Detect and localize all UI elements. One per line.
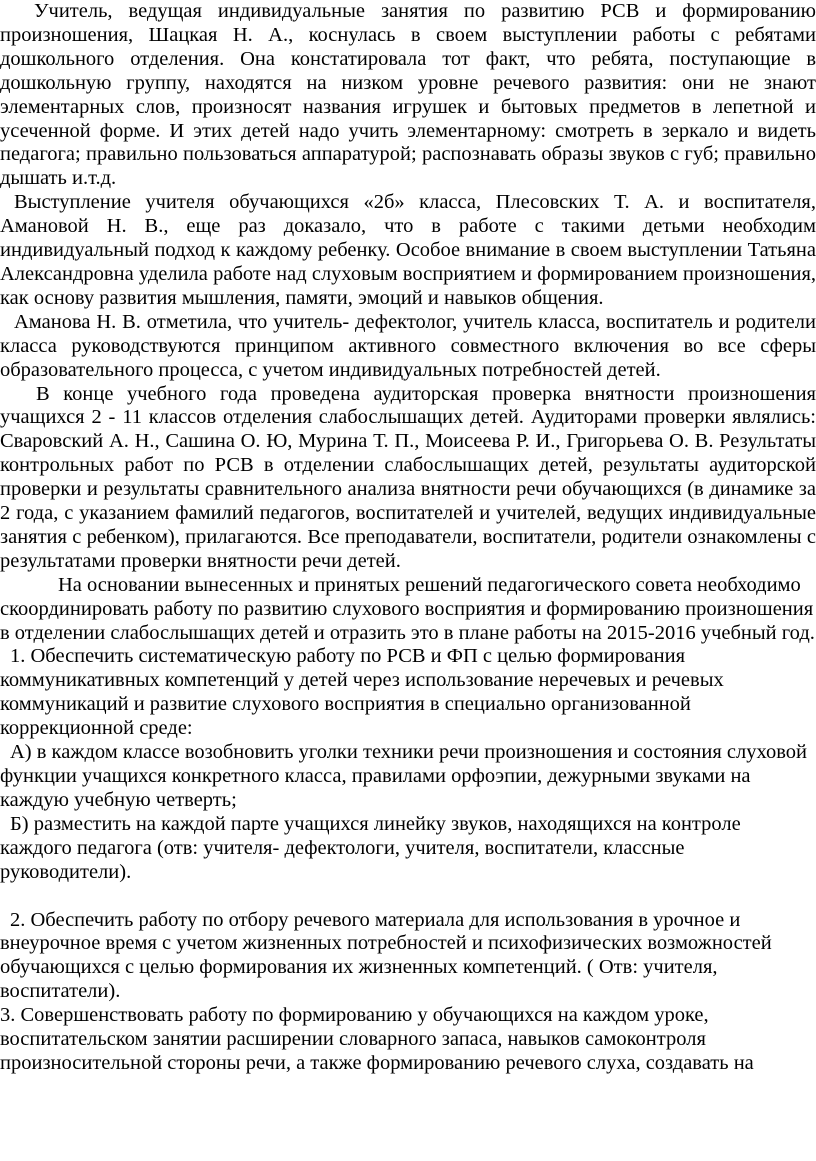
list-item-3: 3. Совершенствовать работу по формированию у обучающихся на каждом уроке, воспитательском занятии расширении словарного запаса, навыков самоконтроля произносительной стороны речи, а также формированию речевого слуха, создавать на — [0, 1004, 754, 1074]
list-item-1: 1. Обеспечить систематическую работу по РСВ и ФП с целью формирования коммуникативных компетенций у детей через использование неречевых и речевых коммуникаций и развитие слухового восприятия в специально организованной коррекционной среде: — [0, 645, 724, 740]
paragraph-gap — [0, 885, 816, 909]
paragraph-amanova-speech: Аманова Н. В. отметила, что учитель- дефектолог, учитель класса, воспитатель и родители класса руководствуются принципом активного совместного включения во все сферы образовательного процесса, с учетом индивидуальных потребностей детей. — [0, 310, 816, 381]
list-item-2: 2. Обеспечить работу по отбору речевого материала для использования в урочное и внеурочное время с учетом жизненных потребностей и психофизических возможностей обучающихся с целью формирования их жизненных компетенций. ( Отв: учителя, воспитатели). — [0, 908, 772, 1003]
paragraph-audit-check: В конце учебного года проведена аудиторская проверка внятности произношения учащихся 2 - 11 классов отделения слабослышащих детей. Аудиторами проверки являлись: Сваровский А. Н., Сашина О. Ю, Мурина Т. П., Моисеева Р. И., Григорьева О. В. Результаты контрольных работ по РСВ в отделении слабослышащих детей, результаты аудиторской проверки и результаты сравнительного анализа внятности речи обучающихся (в динамике за 2 года, с указанием фамилий педагогов, воспитателей и учителей, ведущих индивидуальные занятия с ребенком), прилагаются. Все преподаватели, воспитатели, родители ознакомлены с результатами проверки внятности речи детей. — [0, 382, 816, 572]
list-item-1b: Б) разместить на каждой парте учащихся линейку звуков, находящихся на контроле каждого педагога (отв: учителя- дефектологи, учителя, воспитатели, классные руководители). — [0, 812, 741, 883]
paragraph-plesovskikh-speech: Выступление учителя обучающихся «2б» класса, Плесовских Т. А. и воспитателя, Амановой Н. В., еще раз доказало, что в работе с такими детьми необходим индивидуальный подход к каждому ребенку. Особое внимание в своем выступлении Татьяна Александровна уделила работе над слуховым восприятием и формированием произношения, как основу развития мышления, памяти, эмоций и навыков общения. — [0, 191, 816, 309]
paragraph-council-decision: На основании вынесенных и принятых решений педагогического совета необходимо скоординировать работу по развитию слухового восприятия и формированию произношения в отделении слабослышащих детей и отразить это в плане работы на 2015-2016 учебный год. — [0, 573, 815, 644]
list-item-1a: А) в каждом классе возобновить уголки техники речи произношения и состояния слуховой функции учащихся конкретного класса, правилами орфоэпии, дежурными звуками на каждую учебную четверть; — [0, 741, 807, 811]
paragraph-shatskaya-speech: Учитель, ведущая индивидуальные занятия по развитию РСВ и формированию произношения, Шацкая Н. А., коснулась в своем выступлении работы с ребятами дошкольного отделения. Она констатировала тот факт, что ребята, поступающие в дошкольную группу, находятся на низком уровне речевого развития: они не знают элементарных слов, произносят названия игрушек и бытовых предметов в лепетной и усеченной форме. И этих детей надо учить элементарному: смотреть в зеркало и видеть педагога; правильно пользоваться аппаратурой; распознавать образы звуков с губ; правильно дышать и.т.д. — [0, 0, 816, 190]
